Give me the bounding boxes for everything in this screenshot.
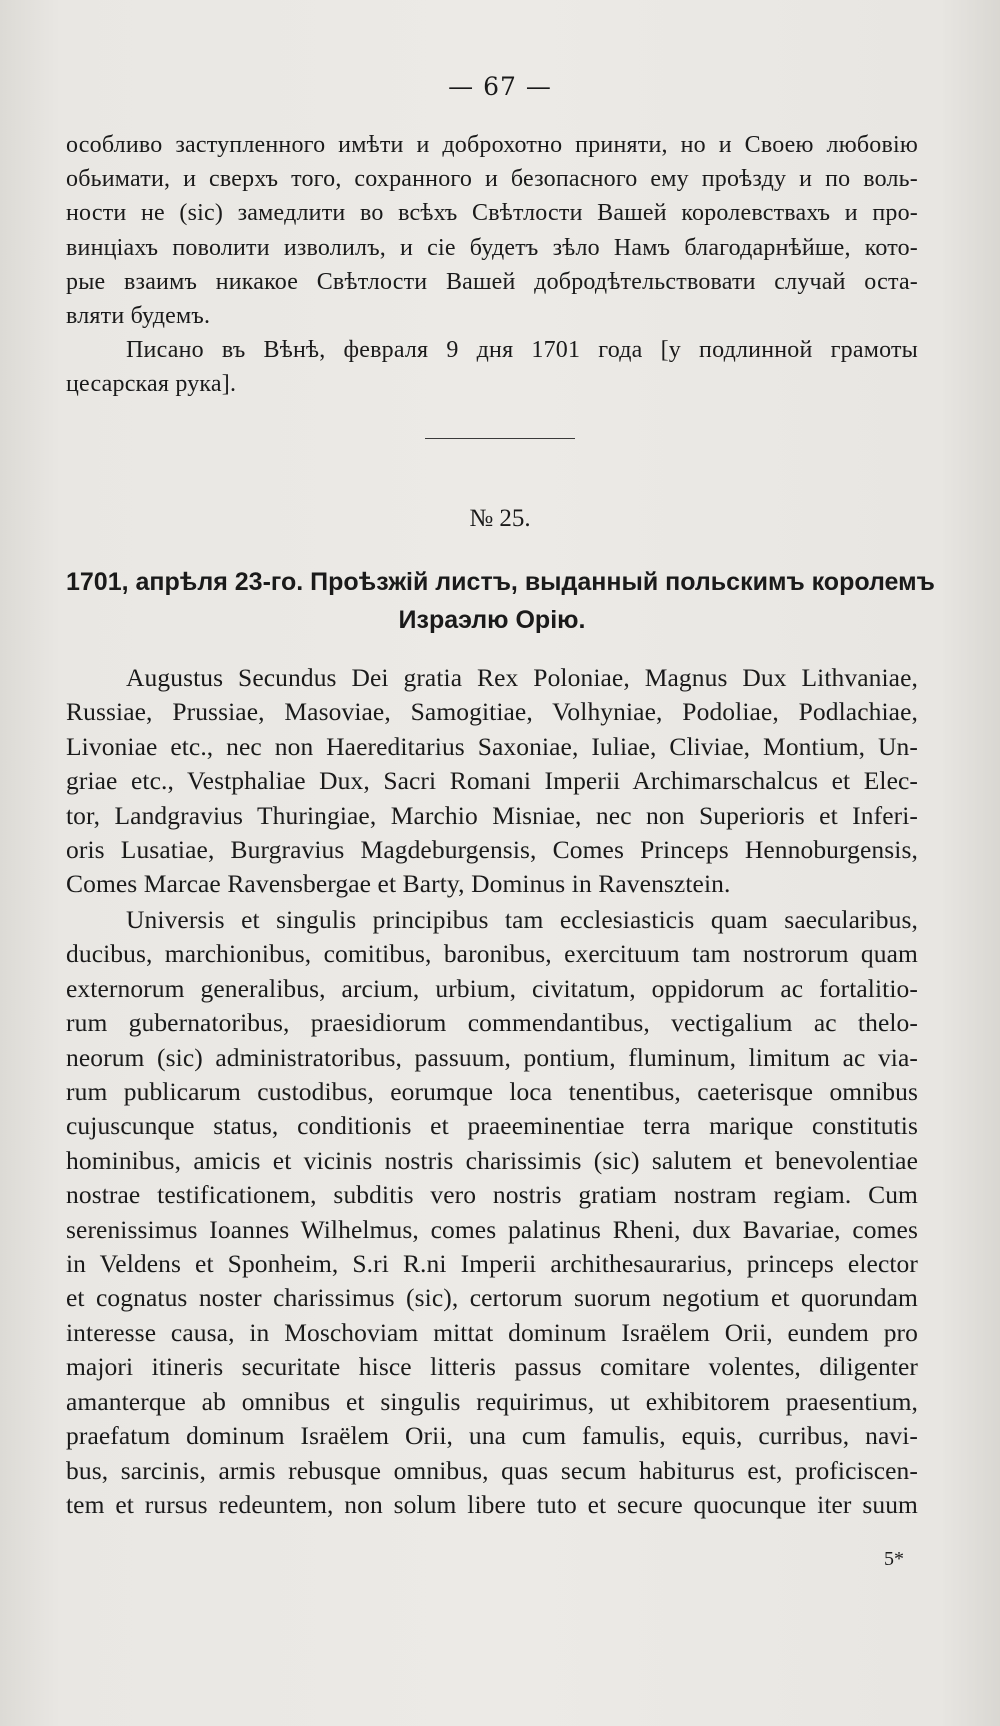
text-line: Universis et singulis principibus tam ecclesiasticis quam saecularibus,	[126, 905, 918, 934]
text-line: rum publicarum custodibus, eorumque loca tenentibus, caeterisque omnibus	[66, 1077, 918, 1107]
text-line: tor, Landgravius Thuringiae, Marchio Misniae, nec non Superioris et Inferi-	[66, 800, 918, 830]
continued-russian-text	[66, 128, 918, 402]
latin-paragraph-address	[66, 903, 918, 1522]
text-line: rum gubernatoribus, praesidiorum commendantibus, vectigalium ac thelo-	[66, 1008, 918, 1038]
text-line: neorum (sic) administratoribus, passuum, pontium, fluminum, limitum ac via-	[66, 1042, 918, 1072]
text-line: винціахъ поволити изволилъ, и сіе будетъ зѣло Намъ благодарнѣйше, кото-	[66, 234, 918, 261]
text-line: Писано въ Вѣнѣ, февраля 9 дня 1701 года [у подлинной грамоты	[126, 337, 918, 364]
text-line: externorum generalibus, arcium, urbium, civitatum, oppidorum ac fortalitio-	[66, 973, 918, 1003]
text-line: interesse causa, in Moschoviam mittat dominum Israëlem Orii, eundem pro	[66, 1317, 918, 1347]
text-line: Russiae, Prussiae, Masoviae, Samogitiae, Volhyniae, Podoliae, Podlachiae,	[66, 697, 918, 727]
text-line: cujuscunque status, conditionis et praeeminentiae terra marique constitutis	[66, 1111, 918, 1141]
text-line: in Veldens et Sponheim, S.ri R.ni Imperii archithesaurarius, princeps elector	[66, 1249, 918, 1279]
text-line: griae etc., Vestphaliae Dux, Sacri Romani Imperii Archimarschalcus et Elec-	[66, 766, 918, 796]
text-line: особливо заступленного имѣти и доброхотно приняти, но и Своею любовію	[66, 132, 918, 158]
text-line: вляти будемъ.	[66, 303, 211, 330]
text-line: Comes Marcae Ravensbergae et Barty, Dominus in Ravensztein.	[66, 869, 731, 899]
text-line: oris Lusatiae, Burgravius Magdeburgensis, Comes Princeps Hennoburgensis,	[66, 835, 918, 865]
heading-line: 1701, апрѣля 23-го. Проѣзжій листъ, выданный польскимъ королемъ	[66, 568, 935, 596]
document-heading	[66, 563, 935, 639]
latin-paragraph-intitulatio	[66, 661, 918, 902]
text-line: et cognatus noster charissimus (sic), certorum suorum negotium et quorundam	[66, 1283, 918, 1313]
text-line: hominibus, amicis et vicinis nostris charissimis (sic) salutem et benevolentiae	[66, 1145, 918, 1175]
text-line: bus, sarcinis, armis rebusque omnibus, quas secum habiturus est, proficiscen-	[66, 1455, 918, 1485]
text-line: цесарская рука].	[66, 371, 237, 398]
text-line: amanterque ab omnibus et singulis requirimus, ut exhibitorem praesentium,	[66, 1386, 918, 1416]
text-line: ности не (sic) замедлити во всѣхъ Свѣтлости Вашей королевствахъ и про-	[66, 200, 918, 227]
text-line: nostrae testificationem, subditis vero nostris gratiam nostram regiam. Cum	[66, 1180, 918, 1210]
heading-line: Израэлю Орію.	[398, 606, 586, 634]
document-number: № 25.	[469, 505, 531, 532]
section-divider	[425, 438, 575, 439]
text-line: Augustus Secundus Dei gratia Rex Poloniae, Magnus Dux Lithvaniae,	[126, 663, 918, 692]
text-line: praefatum dominum Israëlem Orii, una cum famulis, equis, curribus, navi-	[66, 1421, 918, 1451]
text-line: Livoniae etc., nec non Haereditarius Saxoniae, Iuliae, Cliviae, Montium, Un-	[66, 731, 918, 761]
text-line: majori itineris securitate hisce litteris passus comitare volentes, diligenter	[66, 1352, 918, 1382]
text-line: tem et rursus redeuntem, non solum libere tuto et secure quocunque iter suum	[66, 1489, 918, 1519]
signature-mark: 5*	[884, 1548, 904, 1570]
text-line: serenissimus Ioannes Wilhelmus, comes palatinus Rheni, dux Bavariae, comes	[66, 1214, 918, 1244]
text-line: ducibus, marchionibus, comitibus, baronibus, exercituum tam nostrorum quam	[66, 939, 918, 969]
text-line: рые взаимъ никакое Свѣтлости Вашей добродѣтельствовати случай оста-	[66, 268, 918, 295]
page-number: — 67 —	[448, 72, 552, 101]
text-line: обьимати, и сверхъ того, сохранного и безопасного ему проѣзду и по воль-	[66, 166, 918, 193]
